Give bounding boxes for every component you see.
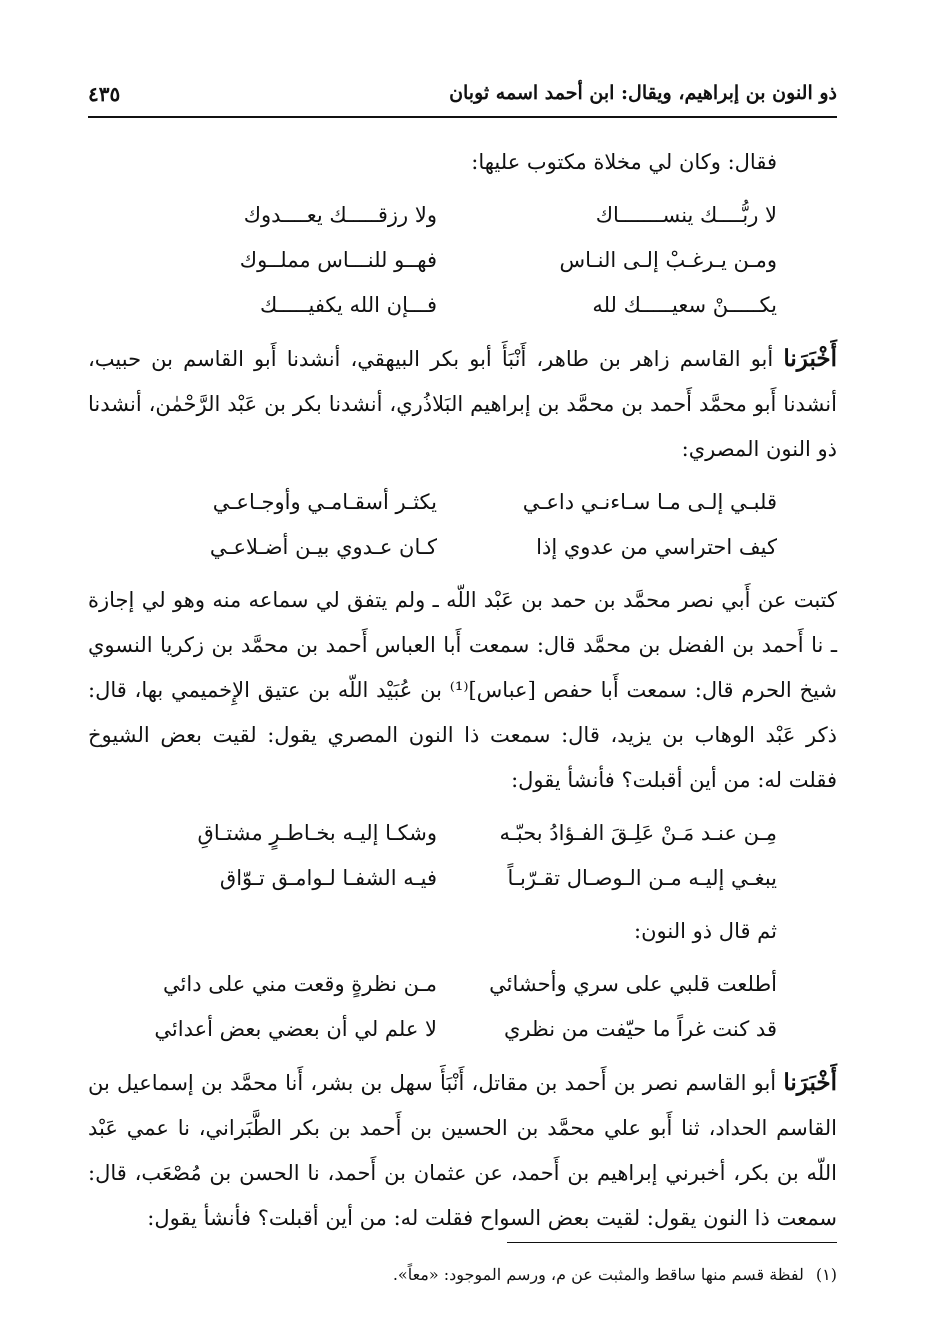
- paragraph-lead: أَخْبَرَنا: [783, 345, 837, 372]
- verse-first-half: كيف احتراسي من عدوي إذا: [536, 535, 777, 559]
- paragraph-text: ثم قال ذو النون:: [634, 919, 777, 943]
- header-rule: [88, 116, 837, 118]
- paragraph: [88, 1060, 837, 1241]
- verse-first-half: لا ربُّــــك ينســـــــاك: [595, 203, 777, 227]
- verse-second-half: لا علم لي أن بعضي بعض أعدائي: [154, 1017, 437, 1041]
- verse: [88, 480, 837, 525]
- verse-first-half: قلبـي إلـى مـا سـاءنـي داعـي: [522, 490, 777, 514]
- verse-second-half: وشكـا إليـه بخـاطـرٍ مشتـاقِ: [197, 821, 437, 845]
- verse-second-half: مـن نظرةٍ وقعت مني على دائي: [163, 972, 437, 996]
- paragraph: [88, 909, 837, 954]
- running-header: [88, 82, 837, 118]
- verse-first-half: أطلعت قلبي على سري وأحشائي: [489, 972, 777, 996]
- poem: [88, 803, 837, 909]
- poem: [88, 954, 837, 1060]
- footnote: [88, 1262, 837, 1288]
- poem: [88, 185, 837, 336]
- verse-second-half: فهــو للنـــاس مملــوك: [239, 248, 437, 272]
- paragraph: [88, 578, 837, 803]
- verse-second-half: فـــإن الله يكفيـــــك: [260, 293, 437, 317]
- verse-first-half: يبغـي إليـه مـن الـوصـال تقـرّبـاً: [507, 866, 777, 890]
- verse: [88, 856, 837, 901]
- footnote-rule: [507, 1242, 837, 1243]
- paragraph-text: أبو القاسم نصر بن أَحمد بن مقاتل، أَنْبَأَ سهل بن بشر، أَنا محمَّد بن إسماعيل بن القاسم الحداد، ثنا أَبو علي محمَّد بن الحسين بن أَحمد بن بكر الطَّبَراني، نا عمي عَبْد اللّه بن بكر، أخبرني إبراهيم بن أَحمد، عن عثمان بن أَحمد، نا الحسن بن مُصْعَب، قال: سمعت ذا النون يقول: لقيت بعض السواح فقلت له: من أين أقبلت؟ فأنشأ يقول:: [88, 1071, 837, 1230]
- running-title: ذو النون بن إبراهيم، ويقال: ابن أحمد اسمه ثوبان: [449, 82, 837, 104]
- paragraph-text: أبو القاسم زاهر بن طاهر، أَنْبَأَ أبو بكر البيهقي، أنشدنا أَبو القاسم بن حبيب، أنشدنا أَبو محمَّد أَحمد بن محمَّد بن إبراهيم البَلاذُري، أنشدنا بكر بن عَبْد الرَّحْمٰن، أنشدنا ذو النون المصري:: [88, 347, 837, 461]
- verse: [88, 962, 837, 1007]
- verse: [88, 238, 837, 283]
- verse: [88, 525, 837, 570]
- verse-second-half: يكثـر أسقـامـي وأوجـاعـي: [212, 490, 437, 514]
- poem: [88, 472, 837, 578]
- verse: [88, 1007, 837, 1052]
- verse: [88, 193, 837, 238]
- verse-second-half: ولا رزقـــــك يعــــدوك: [243, 203, 437, 227]
- paragraph: [88, 140, 837, 185]
- paragraph-text: كتبت عن أَبي نصر محمَّد بن حمد بن عَبْد اللّه ـ ولم يتفق لي سماعه منه وهو لي إجازة ـ نا أَحمد بن الفضل بن محمَّد قال: سمعت أَبا العباس أَحمد بن محمَّد بن زكريا النسوي شيخ الحرم قال: سمعت أَبا حفص [عباس]⁽¹⁾ بن عُبَيْد اللّه بن عتيق الإِخميمي بها، قال: ذكر عَبْد الوهاب بن يزيد، قال: سمعت ذا النون المصري يقول: لقيت بعض الشيوخ فقلت له: من أين أقبلت؟ فأنشأ يقول:: [88, 588, 838, 792]
- verse-first-half: ومـن يـرغـبْ إلـى النـاس: [559, 248, 777, 272]
- verse: [88, 283, 837, 328]
- footnote-number: (١): [815, 1265, 837, 1284]
- verse-first-half: قد كنت غراً ما حيّفت من نظري: [503, 1017, 777, 1041]
- page-number: ٤٣٥: [88, 82, 121, 106]
- paragraph-lead: أَخْبَرَنا: [783, 1069, 837, 1096]
- verse-second-half: كـان عـدوي بيـن أضـلاعـي: [209, 535, 437, 559]
- verse: [88, 811, 837, 856]
- paragraph: [88, 336, 837, 472]
- paragraph-text: فقال: وكان لي مخلاة مكتوب عليها:: [471, 150, 777, 174]
- verse-second-half: فيـه الشفـا لـوامـق تـوّاق: [219, 866, 437, 890]
- verse-first-half: يكـــــنْ سعيـــــك لله: [592, 293, 777, 317]
- verse-first-half: مِـن عنـد مَـنْ عَلِـقَ الفـؤادُ بحبّـه: [499, 821, 777, 845]
- footnote-text: لفظة قسم منها ساقط والمثبت عن م، ورسم الموجود: «معاً».: [392, 1265, 804, 1284]
- page-body: [88, 140, 837, 1241]
